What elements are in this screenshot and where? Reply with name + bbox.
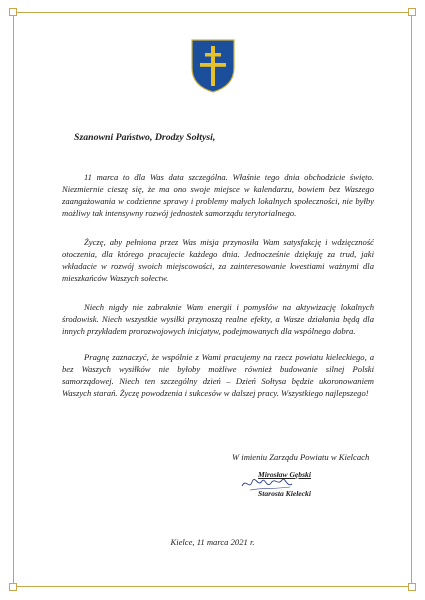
letter-paragraph: Niech nigdy nie zabraknie Wam energii i pomysłów na aktywizację lokalnych środowisk. Niech wszystkie wysiłki przynoszą realne efekty, a Wasze działania będą dla innych przykładem prorozwojowych inicjatyw, podejmowanych dla wspólnego dobra.: [62, 302, 374, 336]
page-border: [13, 12, 412, 587]
border-corner-ornament: [408, 8, 416, 16]
shield-with-double-cross-icon: [190, 38, 236, 94]
border-corner-ornament: [9, 8, 17, 16]
letter-salutation: Szanowni Państwo, Drodzy Sołtysi,: [74, 132, 216, 143]
signatory-role: Starosta Kielecki: [258, 489, 311, 498]
letter-paragraph: 11 marca to dla Was data szczególna. Właśnie tego dnia obchodzicie święto. Niezmiernie cieszę się, że ma ono swoje miejsce w kalendarzu, bowiem bez Waszego zaangażowania w codzienne sprawy i problemy małych lokalnych społeczności, nie byłby możliwy tak intensywny rozwój jednostek samorządu terytorialnego.: [62, 172, 374, 218]
signature-intro: W imieniu Zarządu Powiatu w Kielcach: [232, 452, 370, 462]
border-corner-ornament: [9, 583, 17, 591]
letter-paragraph: Życzę, aby pełniona przez Was misja przynosiła Wam satysfakcję i wdzięczność otoczenia, dla którego pracujecie każdego dnia. Jednocześnie dziękuję za trud, jaki wkładacie w rozwój swoich miejscowości, za zainteresowanie kwestiami ważnymi dla mieszkańców Waszych sołectw.: [62, 237, 374, 283]
signature-block: [232, 452, 382, 498]
letter-paragraph: Pragnę zaznaczyć, że wspólnie z Wami pracujemy na rzecz powiatu kieleckiego, a bez Waszych wysiłków nie byłoby możliwe również budowanie silnej Polski samorządowej. Niech ten szczególny dzień – Dzień Sołtysa będzie ukoronowaniem Waszych starań. Życzę powodzenia i sukcesów w dalszej pracy. Wszystkiego najlepszego!: [62, 352, 374, 398]
border-corner-ornament: [408, 583, 416, 591]
place-and-date: Kielce, 11 marca 2021 r.: [170, 537, 255, 547]
signatory-name: Mirosław Gębski: [258, 470, 311, 479]
